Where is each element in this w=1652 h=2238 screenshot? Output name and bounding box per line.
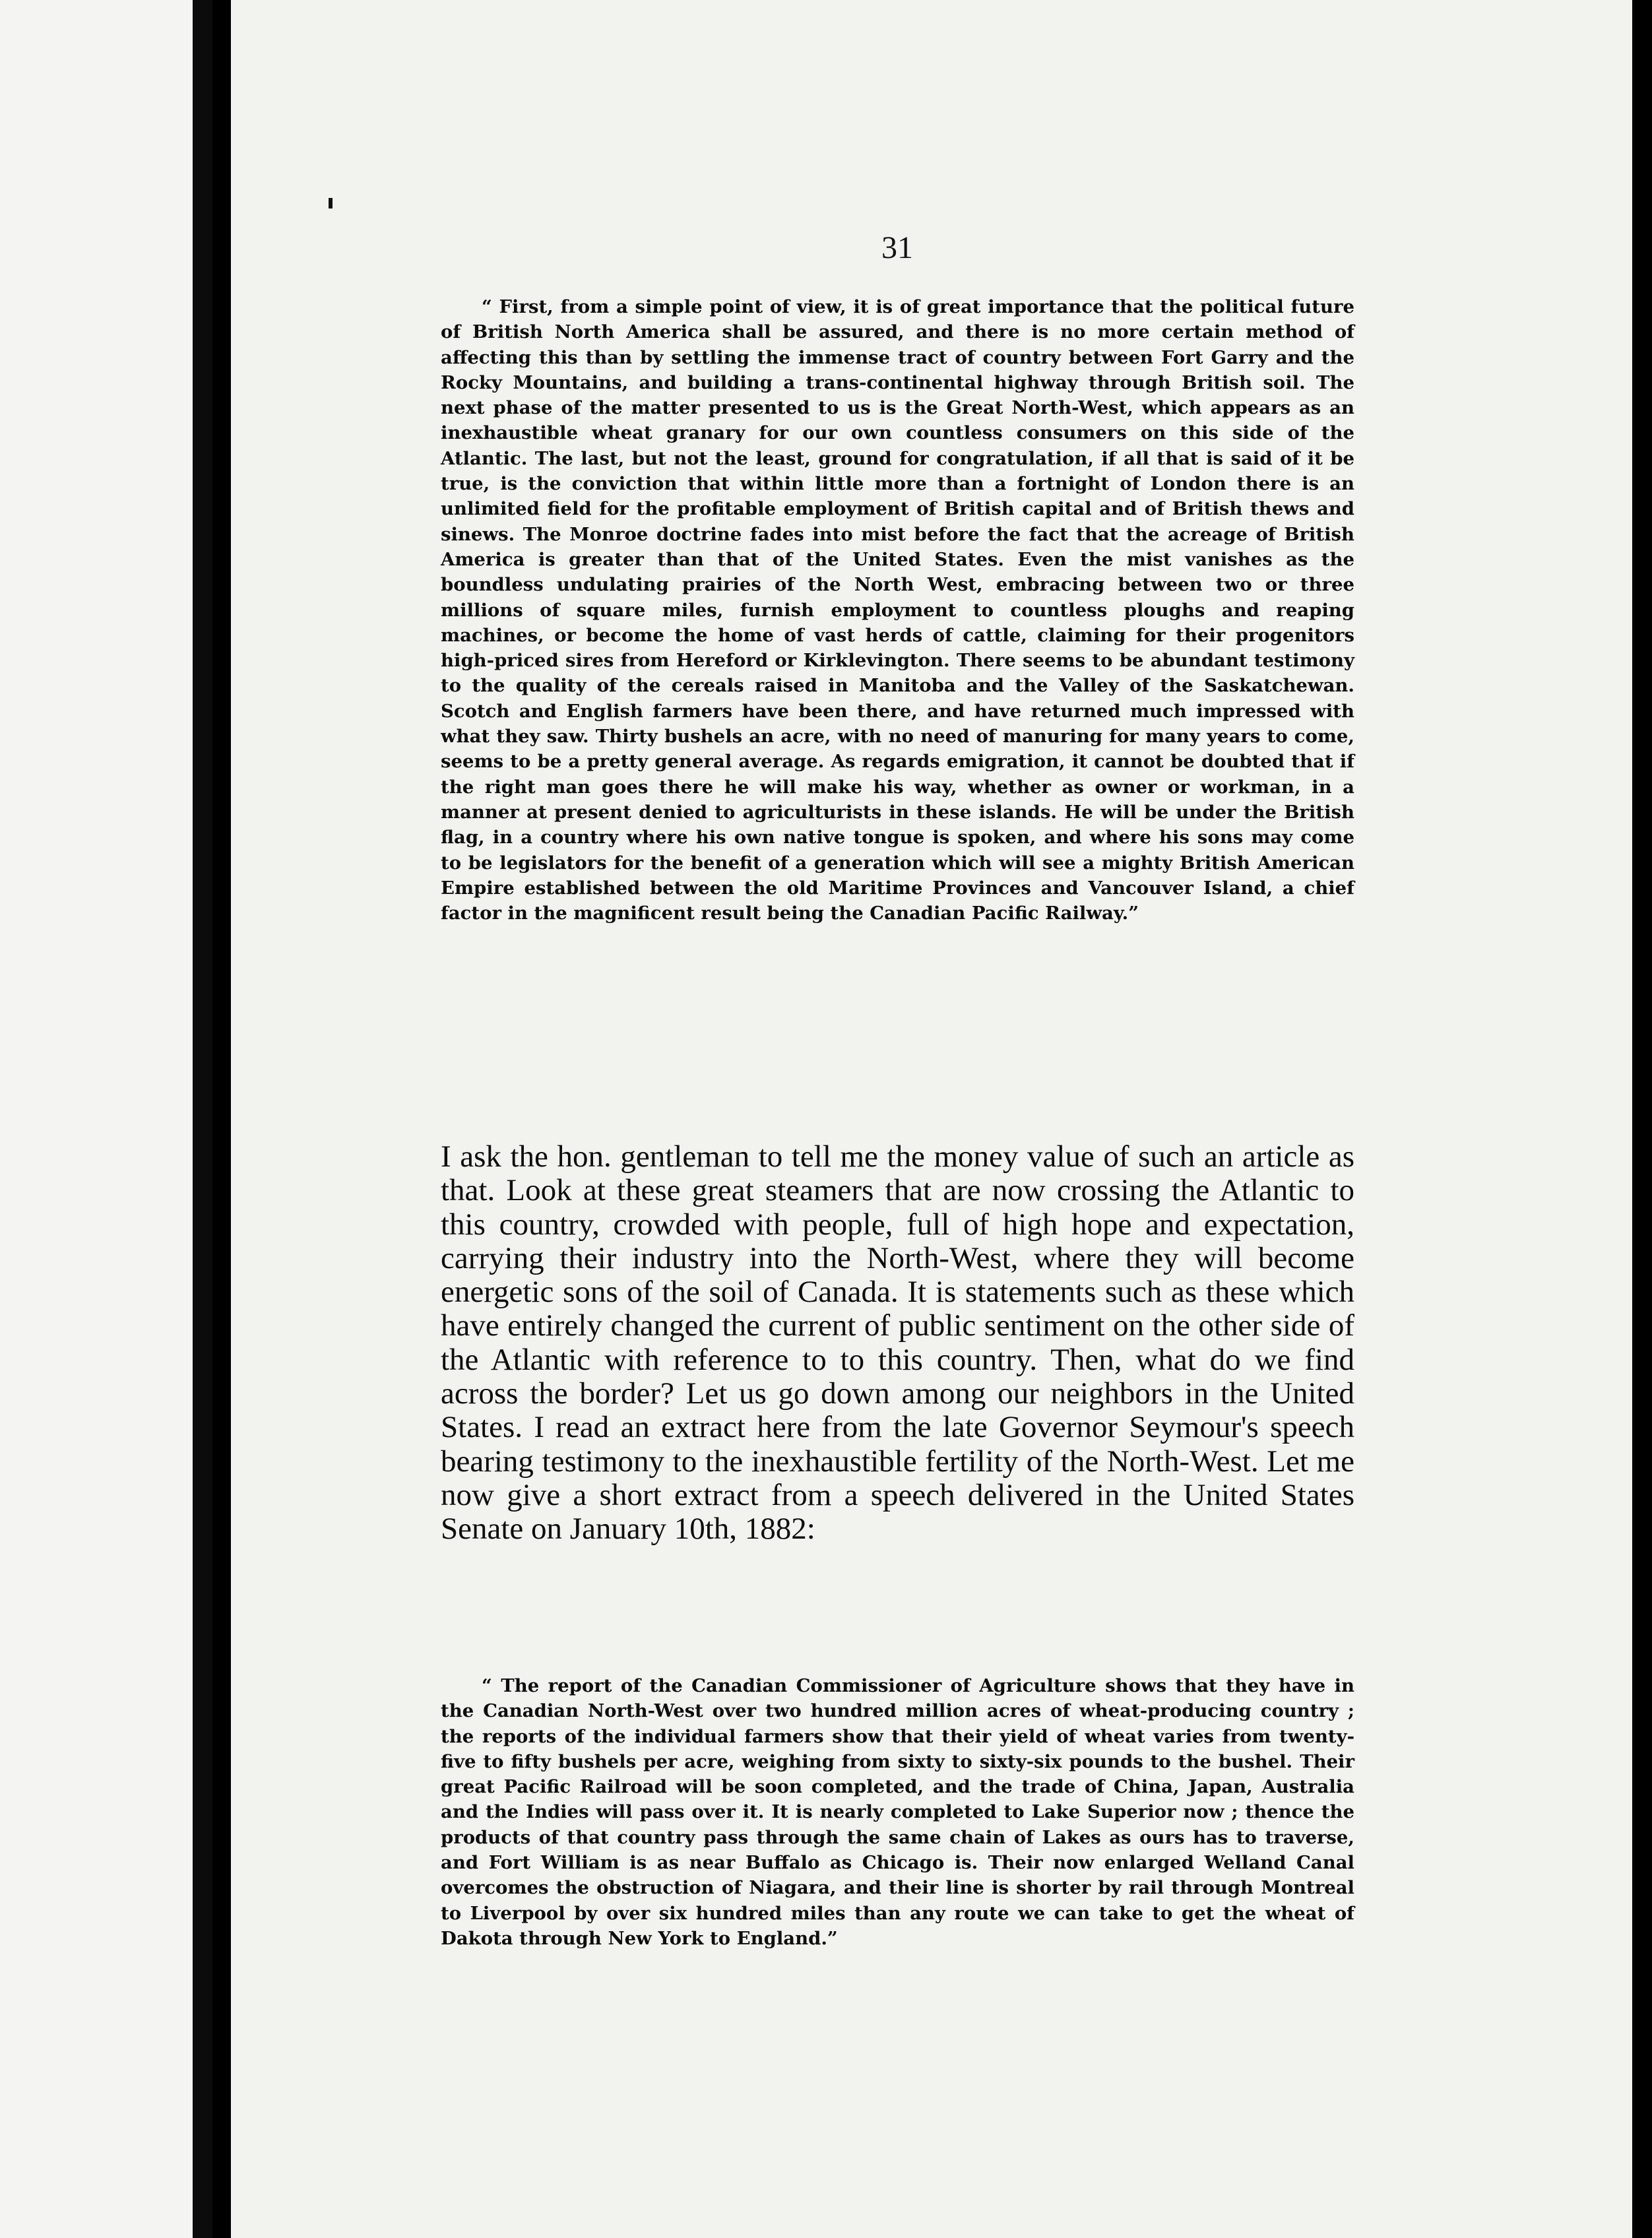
speech-paragraph: I ask the hon. gentleman to tell me the money value of such an article as that. Look at these great steamers that are now crossing the Atlantic to this country, crowded with people, full of high hope and expectation, carrying their industry into the North-West, where they will become energetic sons of the soil of Canada. It is statements such as these which have entirely changed the current of public sentiment on the other side of the Atlantic with reference to to this country. Then, what do we find across the border? Let us go down among our neighbors in the United States. I read an extract here from the late Governor Seymour's speech bearing testimony to the inexhaustible fertility of the North-West. Let me now give a short extract from a speech delivered in the United States Senate on January 10th, 1882: — [441, 1139, 1354, 1547]
stray-mark — [329, 198, 333, 208]
facing-page-edge — [0, 0, 193, 2238]
book-gutter — [193, 0, 212, 2238]
scan-border — [1632, 0, 1652, 2238]
page-number: 31 — [881, 230, 913, 265]
quoted-article-paragraph: “ First, from a simple point of view, it is of great importance that the political future of British North America shall be assured, and there is no more certain method of affecting this than by settling the immense tract of country between Fort Garry and the Rocky Mountains, and building a trans-continental highway through British soil. The next phase of the matter presented to us is the Great North-West, which appears as an inexhaustible wheat granary for our own countless consumers on this side of the Atlantic. The last, but not the least, ground for congratulation, if all that is said of it be true, is the conviction that within little more than a fortnight of London there is an unlimited field for the profitable employment of British capital and of British thews and sinews. The Monroe doctrine fades into mist before the fact that the acreage of British America is greater than that of the United States. Even the mist vanishes as the boundless undulating prairies of the North West, embracing between two or three millions of square miles, furnish employment to countless ploughs and reaping machines, or become the home of vast herds of cattle, claiming for their progenitors high-priced sires from Hereford or Kirklevington. There seems to be abundant testimony to the quality of the cereals raised in Manitoba and the Valley of the Saskatchewan. Scotch and English farmers have been there, and have returned much impressed with what they saw. Thirty bushels an acre, with no need of manuring for many years to come, seems to be a pretty general average. As regards emigration, it cannot be doubted that if the right man goes there he will make his way, whether as owner or workman, in a manner at present denied to agriculturists in these islands. He will be under the British flag, in a country where his own native tongue is spoken, and where his sons may come to be legislators for the benefit of a generation which will see a mighty British American Empire established between the old Maritime Provinces and Vancouver Island, a chief factor in the magnificent result being the Canadian Pacific Railway.” — [441, 296, 1354, 924]
senate-speech-quote: “ The report of the Canadian Commissioner of Agriculture shows that they have in the Canadian North-West over two hundred million acres of wheat-producing country ; the reports of the individual farmers show that their yield of wheat varies from twenty-five to fifty bushels per acre, weighing from sixty to sixty-six pounds to the bushel. Their great Pacific Railroad will be soon completed, and the trade of China, Japan, Australia and the Indies will pass over it. It is nearly completed to Lake Superior now ; thence the products of that country pass through the same chain of Lakes as ours has to traverse, and Fort William is as near Buffalo as Chicago is. Their now enlarged Welland Canal overcomes the obstruction of Niagara, and their line is shorter by rail through Montreal to Liverpool by over six hundred miles than any route we can take to get the wheat of Dakota through New York to England.” — [441, 1675, 1354, 1949]
